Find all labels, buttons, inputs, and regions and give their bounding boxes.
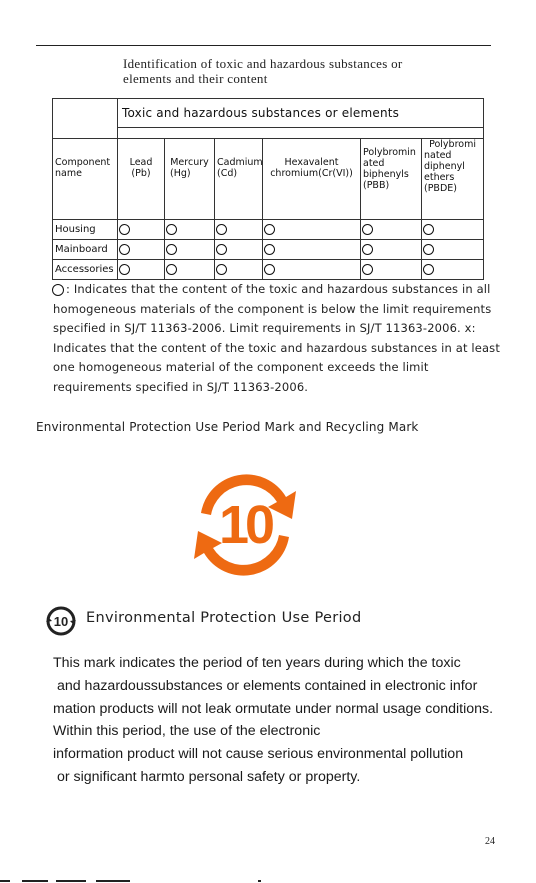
cell-value <box>361 220 422 240</box>
circle-mark-icon <box>264 264 275 275</box>
cell-value <box>118 220 165 240</box>
page-number: 24 <box>485 836 495 847</box>
svg-text:10: 10 <box>53 614 69 629</box>
logo-number: 10 <box>218 495 272 555</box>
table-row <box>53 260 484 280</box>
cell-value <box>422 220 484 240</box>
env-section-title: Environmental Protection Use Period Mark and Recycling Mark <box>36 420 419 434</box>
circle-mark-icon <box>52 284 64 296</box>
epup-10-logo-icon <box>175 455 315 595</box>
cell-value <box>118 240 165 260</box>
description-line: information product will not cause serious environmental pollution <box>53 746 464 763</box>
hazard-substance-table <box>52 98 484 280</box>
description-line: Within this period, the use of the electronic <box>53 723 321 740</box>
period-description <box>53 652 523 789</box>
circle-mark-icon <box>264 244 275 255</box>
cell-value <box>422 240 484 260</box>
column-header-pbde: Polybromi nated diphenyl ethers (PBDE) <box>422 139 484 220</box>
column-header-mercury: Mercury (Hg) <box>165 139 215 220</box>
cell-value <box>361 240 422 260</box>
table-legend-note <box>53 280 503 398</box>
circle-mark-icon <box>166 264 177 275</box>
epup-10-small-icon <box>46 606 76 636</box>
cell-value <box>422 260 484 280</box>
note-text: : Indicates that the content of the toxic and hazardous substances in all homogeneous materials of the component is below the limit requirements specified in SJ/T 11363-2006. Limit requirements in SJ/T 11363-2006. x: Indicates that the content of the toxic and hazardous substances in at least one homogeneous material of the component exceeds the limit requirements specified in SJ/T 11363-2006. <box>53 282 500 394</box>
table-corner-cell <box>53 99 118 139</box>
circle-mark-icon <box>423 244 434 255</box>
description-line: or significant harmto personal safety or property. <box>53 768 361 785</box>
circle-mark-icon <box>216 224 227 235</box>
cell-value <box>215 260 263 280</box>
description-line: and hazardoussubstances or elements contained in electronic infor <box>53 677 478 694</box>
row-name-accessories: Accessories <box>53 260 118 280</box>
circle-mark-icon <box>362 244 373 255</box>
column-header-cadmium: Cadmium (Cd) <box>215 139 263 220</box>
row-name-mainboard: Mainboard <box>53 240 118 260</box>
cell-value <box>361 260 422 280</box>
period-title: Environmental Protection Use Period <box>86 610 362 626</box>
circle-mark-icon <box>119 244 130 255</box>
table-blank-row <box>118 128 484 139</box>
cell-value <box>215 220 263 240</box>
table-row <box>53 220 484 240</box>
cell-value <box>165 260 215 280</box>
circle-mark-icon <box>119 264 130 275</box>
circle-mark-icon <box>216 244 227 255</box>
description-line: This mark indicates the period of ten years during which the toxic <box>53 655 461 671</box>
circle-mark-icon <box>119 224 130 235</box>
bottom-edge-marks <box>0 878 270 883</box>
circle-mark-icon <box>166 244 177 255</box>
row-name-housing: Housing <box>53 220 118 240</box>
column-header-pbb: Polybromin ated biphenyls (PBB) <box>361 139 422 220</box>
cell-value <box>263 220 361 240</box>
cell-value <box>118 260 165 280</box>
circle-mark-icon <box>264 224 275 235</box>
circle-mark-icon <box>362 224 373 235</box>
section-heading: Identification of toxic and hazardous substances or elements and their content <box>123 56 403 86</box>
cell-value <box>263 240 361 260</box>
component-name-header: Component name <box>53 139 118 220</box>
column-header-lead: Lead (Pb) <box>118 139 165 220</box>
circle-mark-icon <box>423 264 434 275</box>
cell-value <box>165 240 215 260</box>
description-line: mation products will not leak ormutate under normal usage conditions. <box>53 700 494 717</box>
table-row <box>53 240 484 260</box>
column-header-chromium: Hexavalent chromium(Cr(VI)) <box>263 139 361 220</box>
circle-mark-icon <box>166 224 177 235</box>
cell-value <box>165 220 215 240</box>
cell-value <box>215 240 263 260</box>
circle-mark-icon <box>362 264 373 275</box>
table-group-header: Toxic and hazardous substances or elements <box>118 99 484 128</box>
circle-mark-icon <box>216 264 227 275</box>
cell-value <box>263 260 361 280</box>
circle-mark-icon <box>423 224 434 235</box>
top-rule <box>36 45 491 46</box>
